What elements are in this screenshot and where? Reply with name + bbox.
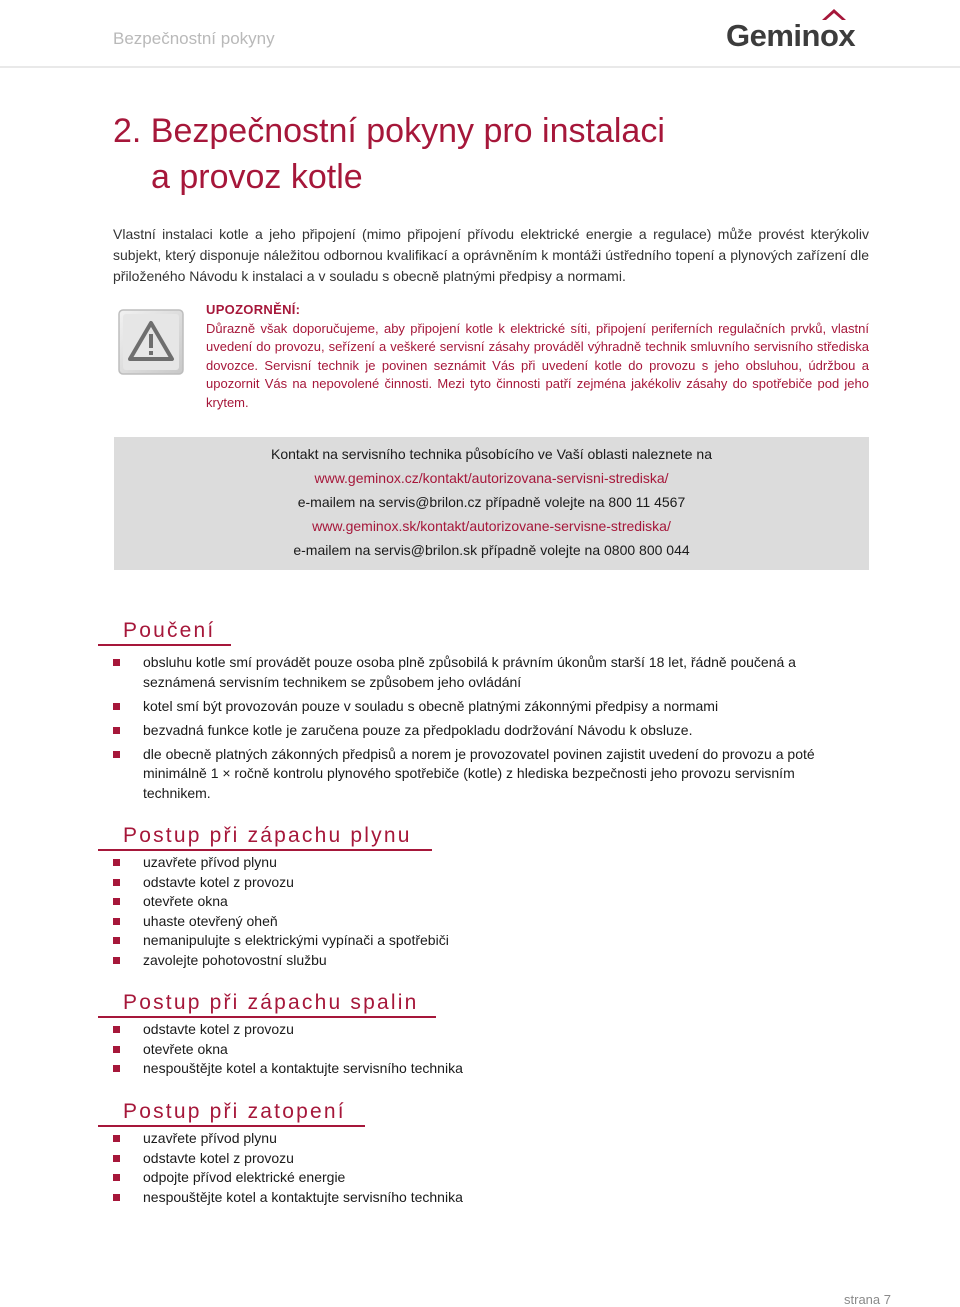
contact-box	[114, 437, 869, 570]
contact-line-cz: e-mailem na servis@brilon.cz případně volejte na 800 11 4567	[297, 494, 686, 510]
section-title-zatopeni: Postup při zatopení	[123, 1100, 346, 1123]
section-title-spaliny: Postup při zápachu spalin	[123, 991, 419, 1014]
section-title-pouceni: Poučení	[123, 619, 216, 642]
section-title-plyn: Postup při zápachu plynu	[123, 824, 412, 847]
list-item: nespouštějte kotel a kontaktujte servisního technika	[113, 1059, 833, 1079]
list-zatopeni	[113, 1129, 833, 1207]
header-divider	[0, 66, 960, 68]
list-item: nespouštějte kotel a kontaktujte servisního technika	[113, 1188, 833, 1208]
geminox-logo	[726, 8, 868, 53]
list-item: uzavřete přívod plynu	[113, 853, 833, 873]
list-item: odstavte kotel z provozu	[113, 1149, 833, 1169]
warning-block	[206, 301, 869, 412]
list-item: dle obecně platných zákonných předpisů a norem je provozovatel povinen zajistit uvedení do provozu a poté minimálně 1 × ročně kontrolu plynového spotřebiče (kotle) z hlediska bezpečnosti jeho provozu servisním technikem.	[113, 745, 833, 804]
list-item: uhaste otevřený oheň	[113, 912, 833, 932]
list-item: odstavte kotel z provozu	[113, 1020, 833, 1040]
list-item: bezvadná funkce kotle je zaručena pouze za předpokladu dodržování Návodu k obsluze.	[113, 721, 833, 741]
list-item: obsluhu kotle smí provádět pouze osoba plně způsobilá k právním úkonům starší 18 let, řádně poučená a seznámená servisním technikem se způsobem jeho ovládání	[113, 653, 833, 692]
intro-paragraph: Vlastní instalaci kotle a jeho připojení (mimo připojení přívodu elektrické energie a regulace) může provést kterýkoliv subjekt, který disponuje náležitou odbornou kvalifikací a oprávněním k montáži ústředního topení a plynových zařízení dle přiloženého Návodu k instalaci a v souladu s obecně platnými předpisy a normami.	[113, 226, 869, 284]
page-title-line2: a provoz kotle	[151, 158, 363, 196]
contact-link-sk[interactable]: www.geminox.sk/kontakt/autorizovane-servisne-strediska/	[312, 518, 671, 534]
page-title	[113, 108, 665, 200]
list-item: otevřete okna	[113, 1040, 833, 1060]
warning-text: Důrazně však doporučujeme, aby připojení kotle k elektrické síti, připojení periferních regulačních prvků, vlastní uvedení do provozu, seřízení a veškeré servisní zásahy prováděl výhradně technik smluvního servisního střediska dovozce. Servisní technik je povinen seznámit Vás při uvedení kotle do provozu s jeho obsluhou, údržbou a upozornit Vás na nepovolené činnosti. Mezi tyto činnosti patří zejména jakékoliv zásahy do spotřebiče pod jeho krytem.	[206, 320, 869, 410]
contact-link-cz[interactable]: www.geminox.cz/kontakt/autorizovana-servisni-strediska/	[314, 470, 669, 486]
contact-line-sk: e-mailem na servis@brilon.sk případně volejte na 0800 800 044	[293, 542, 690, 558]
list-item: kotel smí být provozován pouze v souladu s obecně platnými zákonnými předpisy a normami	[113, 697, 833, 717]
warning-triangle-icon	[117, 308, 185, 376]
list-pouceni	[113, 653, 833, 808]
page-number: strana 7	[844, 1292, 891, 1307]
section-rule-spaliny	[98, 1016, 436, 1018]
list-spaliny	[113, 1020, 833, 1079]
logo-text: Geminox	[726, 18, 856, 53]
list-item: otevřete okna	[113, 892, 833, 912]
header-title: Bezpečnostní pokyny	[113, 29, 275, 48]
list-plyn	[113, 853, 833, 970]
section-rule-plyn	[98, 849, 432, 851]
section-rule-pouceni	[98, 644, 231, 646]
section-rule-zatopeni	[98, 1125, 365, 1127]
warning-title: UPOZORNĚNÍ:	[206, 302, 301, 317]
contact-intro: Kontakt na servisního technika působícího ve Vaší oblasti naleznete na	[270, 446, 713, 462]
list-item: uzavřete přívod plynu	[113, 1129, 833, 1149]
list-item: zavolejte pohotovostní službu	[113, 951, 833, 971]
page-title-line1: 2. Bezpečnostní pokyny pro instalaci	[113, 112, 665, 150]
list-item: nemanipulujte s elektrickými vypínači a spotřebiči	[113, 931, 833, 951]
list-item: odstavte kotel z provozu	[113, 873, 833, 893]
list-item: odpojte přívod elektrické energie	[113, 1168, 833, 1188]
